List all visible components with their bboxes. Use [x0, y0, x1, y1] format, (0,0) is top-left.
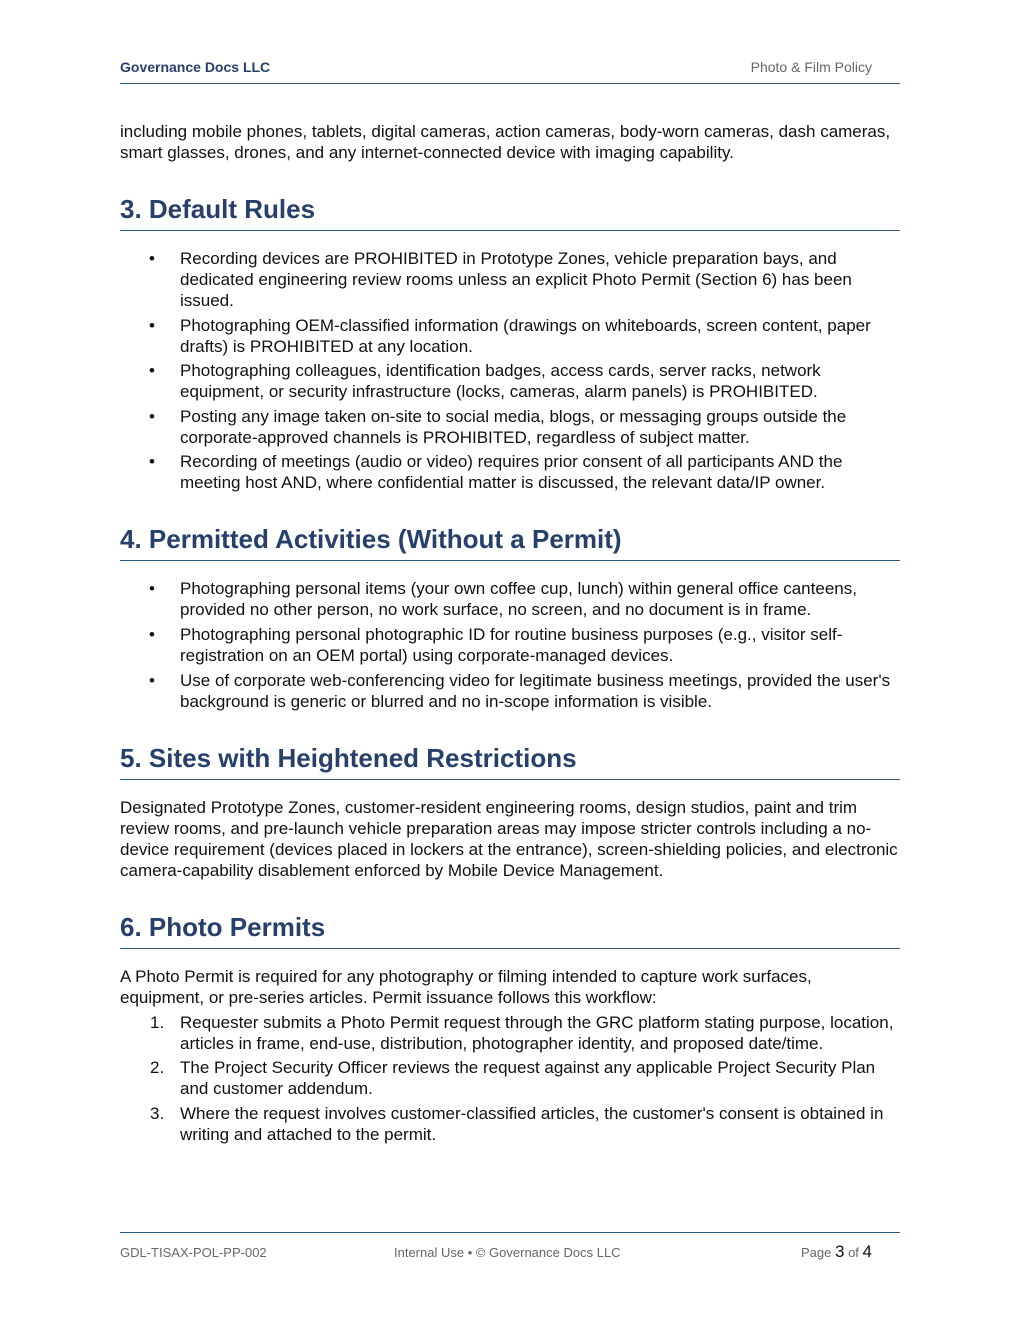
list-item — [120, 1057, 900, 1099]
page-label: Page — [800, 1245, 832, 1260]
document-title: Photo & Film Policy — [750, 59, 872, 75]
bullet-marker: • — [149, 361, 155, 381]
list-item — [120, 1103, 900, 1145]
section-paragraph: A Photo Permit is required for any photography or filming intended to capture work surfaces, equipment, or pre-series articles. Permit issuance follows this workflow: — [120, 966, 812, 1007]
section-permitted-activities — [120, 523, 900, 711]
section-heading: 5. Sites with Heightened Restrictions — [120, 742, 900, 780]
bullet-list — [120, 578, 900, 711]
step-number: 2. — [150, 1058, 165, 1078]
list-item — [120, 624, 900, 666]
document-id: GDL-TISAX-POL-PP-002 — [120, 1245, 267, 1260]
classification-label: Internal Use • © Governance Docs LLC — [394, 1245, 621, 1260]
bullet-marker: • — [149, 315, 155, 335]
list-item — [120, 360, 900, 402]
bullet-marker: • — [149, 249, 155, 268]
list-item — [120, 248, 900, 311]
bullet-marker: • — [149, 670, 155, 690]
list-item — [120, 315, 900, 357]
list-item-text: Photographing personal items (your own coffee cup, lunch) within general office canteens, provided no other person, no work surface, no screen, and no document is in frame. — [180, 579, 857, 620]
section-paragraph: Designated Prototype Zones, customer-resident engineering rooms, design studios, paint and trim review rooms, and pre-launch vehicle preparation areas may impose stricter controls including a no-device requirement (devices placed in lockers at the entrance), screen-shielding policies, and electronic camera-capability disablement enforced by Mobile Device Management. — [120, 797, 898, 880]
page-total: 4 — [862, 1242, 872, 1261]
bullet-marker: • — [149, 452, 155, 472]
section-heading: 3. Default Rules — [120, 193, 900, 231]
page-header — [120, 59, 900, 84]
step-number: 1. — [150, 1012, 165, 1032]
list-item-text: The Project Security Officer reviews the request against any applicable Project Security Plan and customer addendum. — [180, 1058, 876, 1099]
page-footer — [120, 1232, 900, 1263]
bullet-marker: • — [149, 624, 155, 644]
section-heading: 6. Photo Permits — [120, 911, 900, 949]
section-heading: 4. Permitted Activities (Without a Permit) — [120, 523, 900, 561]
section-default-rules — [120, 193, 900, 493]
list-item — [120, 451, 900, 493]
list-item-text: Photographing personal photographic ID for routine business purposes (e.g., visitor self-registration on an OEM portal) using corporate-managed devices. — [180, 624, 843, 665]
bullet-list — [120, 248, 900, 493]
list-item-text: Where the request involves customer-classified articles, the customer's consent is obtained in writing and attached to the permit. — [180, 1103, 884, 1144]
page-of-label: of — [848, 1245, 859, 1260]
list-item — [120, 578, 900, 620]
list-item — [120, 406, 900, 448]
section-photo-permits — [120, 911, 900, 1145]
list-item-text: Recording devices are PROHIBITED in Prototype Zones, vehicle preparation bays, and dedicated engineering review rooms unless an explicit Photo Permit (Section 6) has been issued. — [180, 249, 852, 310]
list-item — [120, 670, 900, 712]
list-item — [120, 1012, 900, 1054]
numbered-list — [120, 1012, 900, 1145]
list-item-text: Recording of meetings (audio or video) requires prior consent of all participants AND the meeting host AND, where confidential matter is discussed, the relevant data/IP owner. — [180, 452, 843, 493]
list-item-text: Photographing colleagues, identification badges, access cards, server racks, network equipment, or security infrastructure (locks, cameras, alarm panels) is PROHIBITED. — [180, 361, 821, 402]
bullet-marker: • — [149, 406, 155, 426]
list-item-text: Posting any image taken on-site to social media, blogs, or messaging groups outside the corporate-approved channels is PROHIBITED, regardless of subject matter. — [180, 406, 847, 447]
list-item-text: Photographing OEM-classified information (drawings on whiteboards, screen content, paper drafts) is PROHIBITED at any location. — [180, 315, 871, 356]
bullet-marker: • — [149, 579, 155, 599]
page-number — [801, 1242, 872, 1262]
list-item-text: Requester submits a Photo Permit request through the GRC platform stating purpose, location, articles in frame, end-use, distribution, photographer identity, and proposed date/time. — [180, 1012, 894, 1053]
company-name: Governance Docs LLC — [120, 59, 271, 75]
continuation-paragraph: including mobile phones, tablets, digital cameras, action cameras, body-worn cameras, dash cameras, smart glasses, drones, and any internet-connected device with imaging capability. — [120, 122, 891, 162]
section-heightened-restrictions — [120, 742, 900, 881]
list-item-text: Use of corporate web-conferencing video for legitimate business meetings, provided the user's background is generic or blurred and no in-scope information is visible. — [180, 670, 891, 711]
page-current: 3 — [834, 1242, 845, 1261]
step-number: 3. — [150, 1103, 165, 1123]
page-content — [120, 121, 900, 1148]
